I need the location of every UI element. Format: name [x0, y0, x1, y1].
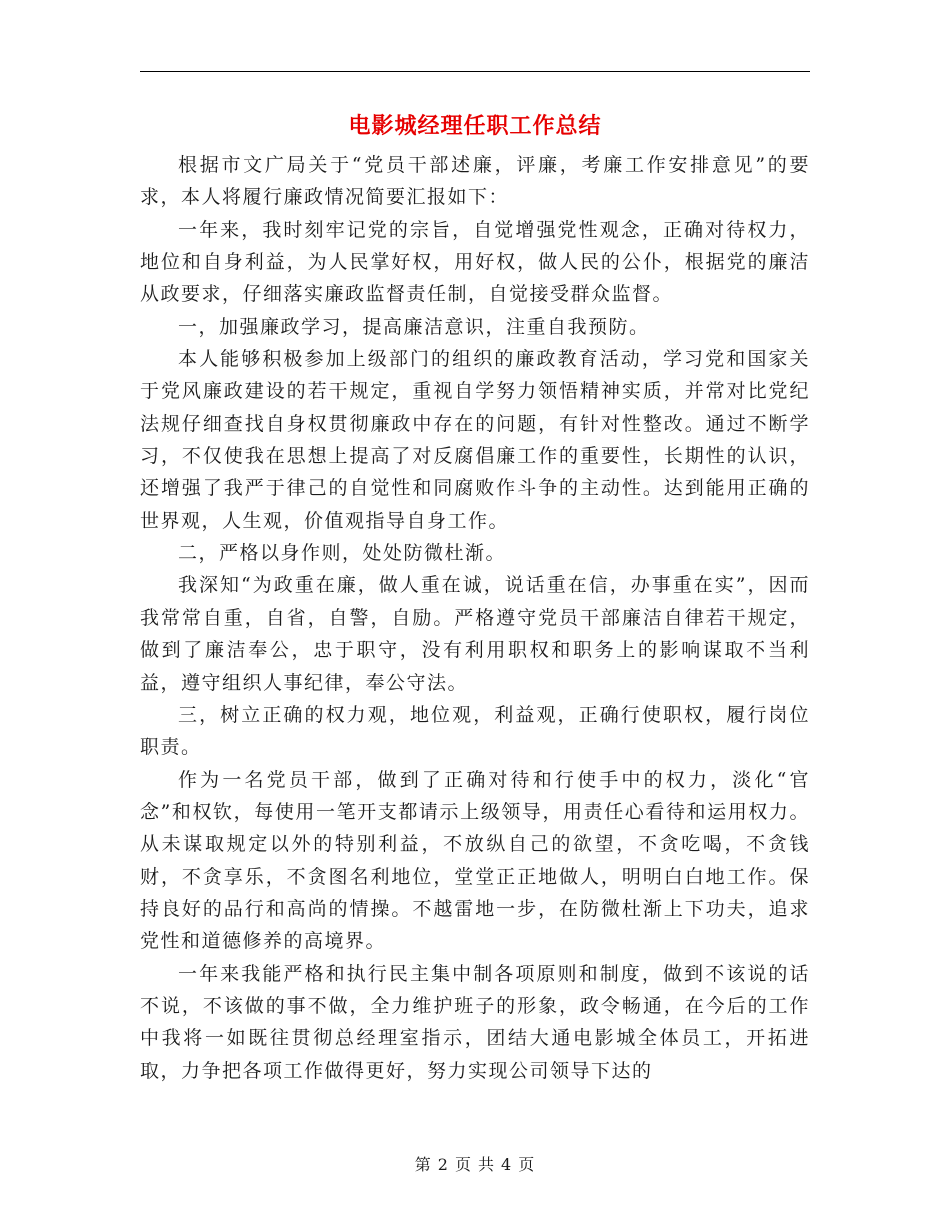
- section-body-1: 本人能够积极参加上级部门的组织的廉政教育活动，学习党和国家关于党风廉政建设的若干规定，重视自学努力领悟精神实质，并常对比党纪法规仔细查找自身权贯彻廉政中存在的问题，有针对性整改。通过不断学习，不仅使我在思想上提高了对反腐倡廉工作的重要性，长期性的认识，还增强了我严于律己的自觉性和同腐败作斗争的主动性。达到能用正确的世界观，人生观，价值观指导自身工作。: [140, 348, 810, 532]
- section-body-2: 我深知“为政重在廉，做人重在诚，说话重在信，办事重在实”，因而我常常自重，自省，自警，自励。严格遵守党员干部廉洁自律若干规定，做到了廉洁奉公，忠于职守，没有利用职权和职务上的影响谋取不当利益，遵守组织人事纪律，奉公守法。: [140, 574, 810, 694]
- page-total: 4: [501, 1155, 513, 1174]
- section-heading-1: 一，加强廉政学习，提高廉洁意识，注重自我预防。: [178, 315, 650, 338]
- section-heading-3: 三，树立正确的权力观，地位观，利益观，正确行使职权，履行岗位职责。: [140, 703, 810, 759]
- section-body-3: 作为一名党员干部，做到了正确对待和行使手中的权力，淡化“官念”和权钦，每使用一笔开支都请示上级领导，用责任心看待和运用权力。从未谋取规定以外的特别利益，不放纵自己的欲望，不贪吃喝，不贪钱财，不贪享乐，不贪图名利地位，堂堂正正地做人，明明白白地工作。保持良好的品行和高尚的情操。不越雷地一步，在防微杜渐上下功夫，追求党性和道德修养的高境界。: [140, 768, 810, 953]
- intro-paragraph: 根据市文广局关于“党员干部述廉，评廉，考廉工作安排意见”的要求，本人将履行廉政情况简要汇报如下：: [140, 154, 810, 209]
- page-label: 第: [414, 1155, 432, 1174]
- total-label: 共: [478, 1155, 496, 1174]
- total-unit: 页: [518, 1155, 536, 1174]
- section-heading-2: 二，严格以身作则，处处防微杜渐。: [178, 542, 507, 565]
- overview-paragraph: 一年来，我时刻牢记党的宗旨，自觉增强党性观念，正确对待权力，地位和自身利益，为人民掌好权，用好权，做人民的公仆，根据党的廉洁从政要求，仔细落实廉政监督责任制，自觉接受群众监督。: [140, 218, 810, 306]
- page-current: 2: [437, 1155, 449, 1174]
- page-footer: [0, 1152, 950, 1175]
- closing-paragraph: 一年来我能严格和执行民主集中制各项原则和制度，做到不该说的话不说，不该做的事不做，全力维护班子的形象，政令畅通，在今后的工作中我将一如既往贯彻总经理室指示，团结大通电影城全体员工，开拓进取，力争把各项工作做得更好，努力实现公司领导下达的: [140, 962, 810, 1082]
- document-title: 电影城经理任职工作总结: [348, 113, 602, 139]
- page-unit: 页: [454, 1155, 472, 1174]
- document-body: [140, 149, 810, 1087]
- header-rule: [140, 71, 810, 72]
